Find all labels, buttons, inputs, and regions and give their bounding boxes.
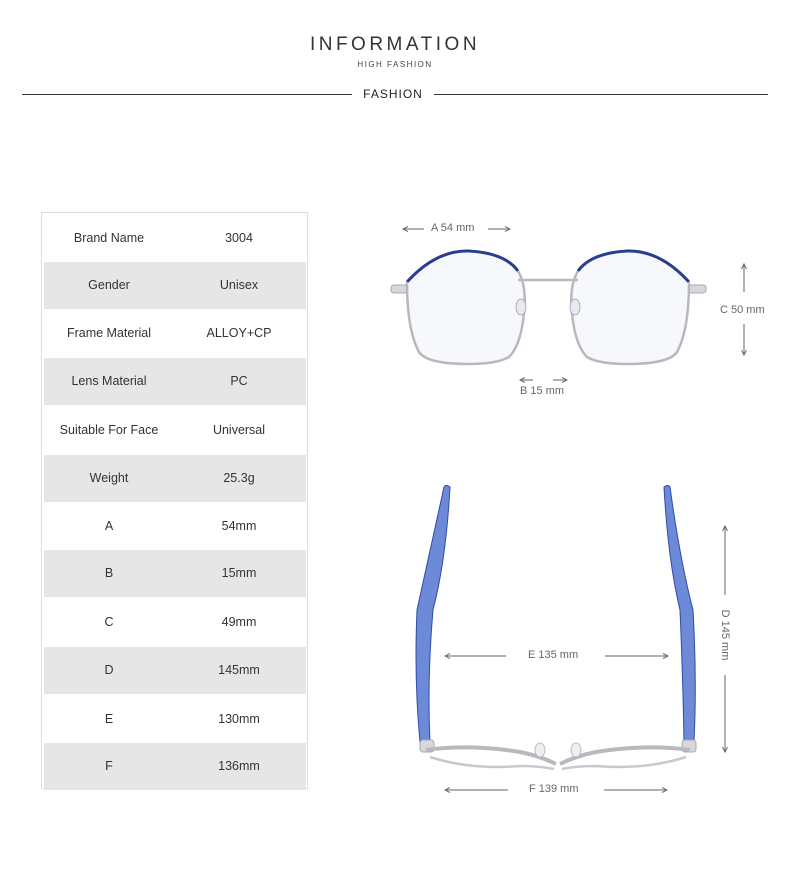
spec-label: Weight [89,471,129,485]
dim-c-label: C 50 mm [720,304,765,316]
spec-value: 130mm [218,712,260,726]
spec-label: C [104,615,114,629]
left-nose-pad-top [535,743,545,757]
right-lens [571,251,689,364]
spec-value: 15mm [221,566,257,580]
left-temple-top [416,486,450,743]
top-view-glasses [416,486,696,770]
right-nose-pad [570,299,580,315]
spec-value: Unisex [219,278,259,292]
dim-b-label: B 15 mm [520,385,565,397]
spec-value: 136mm [218,759,260,773]
spec-label: Suitable For Face [59,423,159,437]
left-lens [407,251,525,364]
top-frame-left-inner [430,757,554,769]
top-frame-right-inner [562,757,686,769]
spec-value: 49mm [221,615,257,629]
spec-value: PC [230,374,248,388]
section-label: FASHION [363,87,423,101]
spec-label: Brand Name [73,231,145,245]
spec-label: E [104,712,114,726]
page-title: INFORMATION [309,34,481,55]
dim-e-label: E 135 mm [528,649,579,661]
dim-a-label: A 54 mm [431,222,475,234]
spec-label: Frame Material [66,326,152,340]
dim-d-label: D 145 mm [719,609,731,661]
spec-label: A [104,519,114,533]
spec-value: 3004 [225,231,253,245]
spec-value: 25.3g [223,471,255,485]
spec-label: B [104,566,114,580]
left-nose-pad [516,299,526,315]
spec-value: 54mm [221,519,257,533]
spec-value: ALLOY+CP [206,326,272,340]
spec-value: Universal [212,423,266,437]
right-temple-top [664,486,695,743]
spec-value: 145mm [218,663,260,677]
front-view-glasses [391,251,706,364]
spec-label: Lens Material [71,374,147,388]
spec-label: Gender [88,278,130,292]
dim-f-label: F 139 mm [529,783,579,795]
page-subtitle: HIGH FASHION [357,60,433,69]
spec-label: F [105,759,113,773]
spec-label: D [104,663,114,677]
right-nose-pad-top [571,743,581,757]
